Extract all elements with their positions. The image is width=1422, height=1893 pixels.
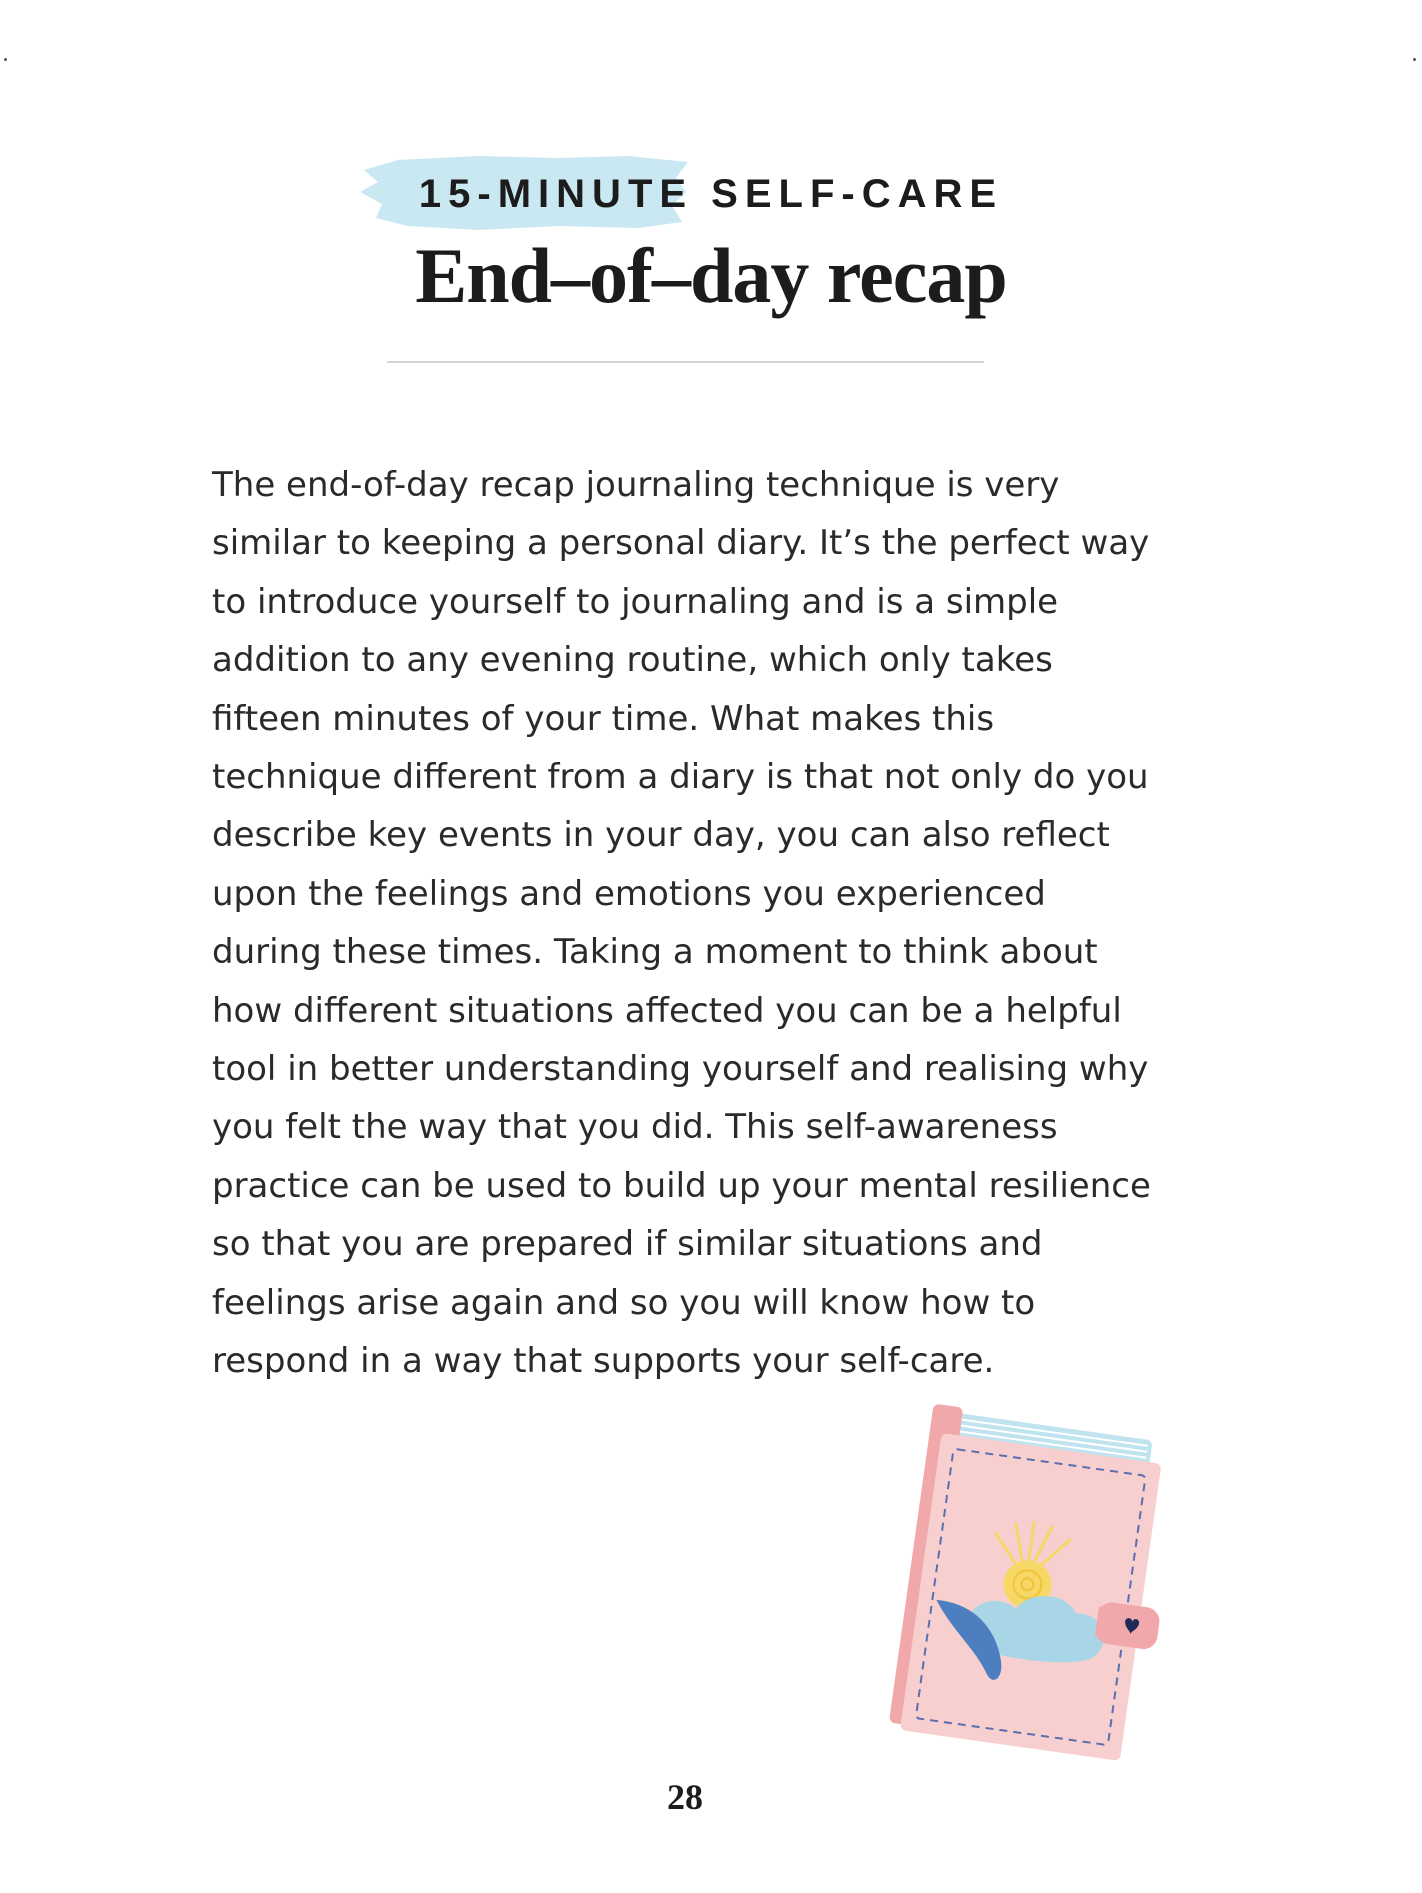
body-line: technique different from a diary is that not only do you [212, 757, 1149, 798]
body-line: upon the feelings and emotions you experienced [212, 873, 1046, 914]
body-paragraph [212, 456, 1212, 1391]
body-line: The end-of-day recap journaling technique is very [212, 465, 1060, 505]
journal-icon [880, 1400, 1170, 1760]
body-line: fifteen minutes of your time. What makes this [212, 698, 995, 739]
body-line: you felt the way that you did. This self-awareness [212, 1107, 1058, 1148]
page-header [0, 0, 1422, 380]
body-line: tool in better understanding yourself and realising why [212, 1049, 1149, 1090]
body-line: during these times. Taking a moment to think about [212, 932, 1098, 973]
body-line: practice can be used to build up your mental resilience [212, 1165, 1151, 1206]
body-line: describe key events in your day, you can also reflect [212, 815, 1110, 856]
body-line: respond in a way that supports your self-care. [212, 1341, 995, 1382]
body-line: so that you are prepared if similar situations and [212, 1224, 1043, 1265]
body-line: addition to any evening routine, which only takes [212, 640, 1053, 681]
section-kicker: 15-MINUTE SELF-CARE [418, 172, 1004, 216]
page-number: 28 [667, 1777, 703, 1817]
page-title: End–of–day recap [415, 232, 1007, 319]
body-line: how different situations affected you can be a helpful [212, 990, 1122, 1031]
body-line: feelings arise again and so you will know how to [212, 1282, 1036, 1323]
body-line: similar to keeping a personal diary. It’s the perfect way [212, 523, 1150, 564]
title-divider [387, 361, 984, 363]
body-line: to introduce yourself to journaling and is a simple [212, 581, 1059, 622]
